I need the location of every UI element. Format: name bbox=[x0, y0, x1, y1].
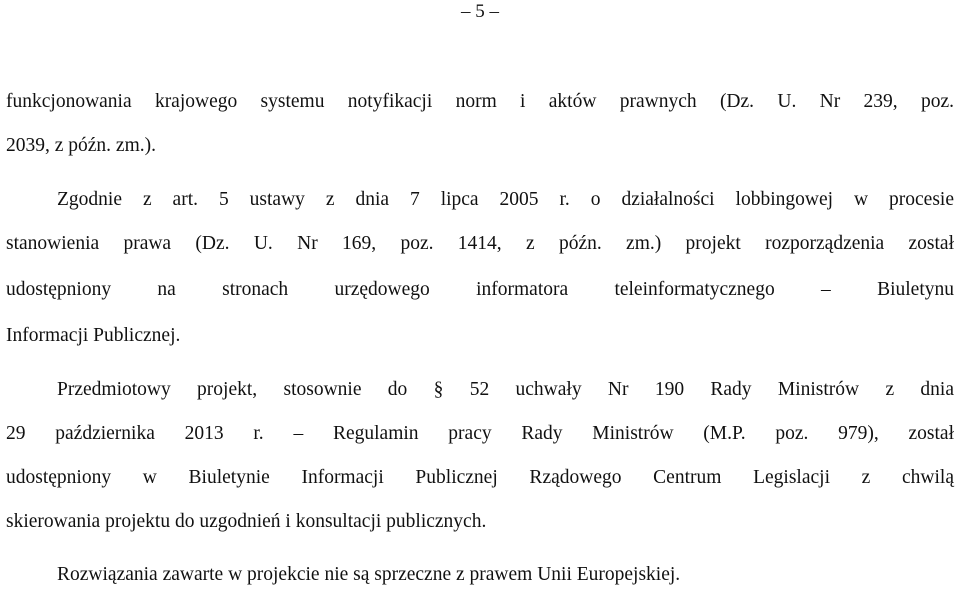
paragraph-2-line-2: stanowienia prawa (Dz. U. Nr 169, poz. 1414, z późn. zm.) projekt rozporządzenia został bbox=[6, 233, 954, 254]
paragraph-1-line-2: 2039, z późn. zm.). bbox=[6, 135, 157, 156]
page-number: – 5 – bbox=[461, 1, 499, 22]
paragraph-1-line-1: funkcjonowania krajowego systemu notyfikacji norm i aktów prawnych (Dz. U. Nr 239, poz. bbox=[6, 91, 954, 112]
paragraph-3-line-1: Przedmiotowy projekt, stosownie do § 52 uchwały Nr 190 Rady Ministrów z dnia bbox=[57, 379, 954, 400]
paragraph-3-line-3: udostępniony w Biuletynie Informacji Publicznej Rządowego Centrum Legislacji z chwilą bbox=[6, 467, 954, 488]
paragraph-2-line-4: Informacji Publicznej. bbox=[6, 325, 181, 346]
paragraph-2-line-3: udostępniony na stronach urzędowego informatora teleinformatycznego – Biuletynu bbox=[6, 279, 954, 300]
paragraph-4-line-1: Rozwiązania zawarte w projekcie nie są sprzeczne z prawem Unii Europejskiej. bbox=[57, 564, 681, 585]
paragraph-2-line-1: Zgodnie z art. 5 ustawy z dnia 7 lipca 2005 r. o działalności lobbingowej w procesie bbox=[57, 189, 954, 210]
paragraph-3-line-2: 29 października 2013 r. – Regulamin pracy Rady Ministrów (M.P. poz. 979), został bbox=[6, 423, 954, 444]
paragraph-3-line-4: skierowania projektu do uzgodnień i konsultacji publicznych. bbox=[6, 511, 487, 532]
